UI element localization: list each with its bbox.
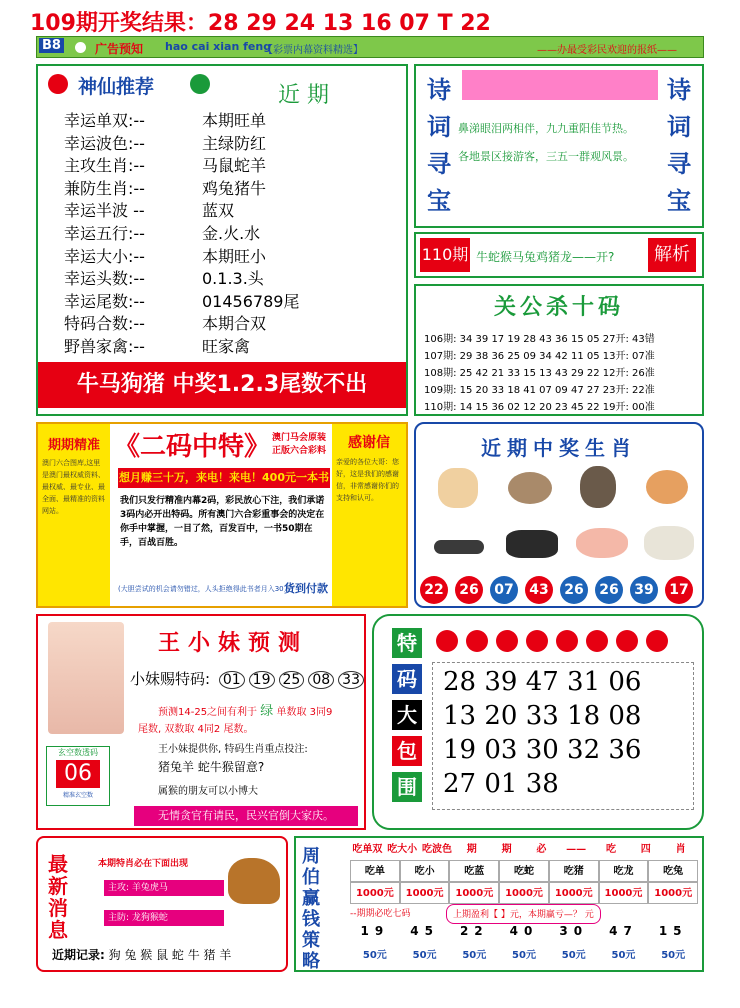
- ox-icon: [506, 530, 558, 558]
- pred1-color: 绿: [260, 704, 274, 719]
- zb-row2-cell: 1000元: [449, 882, 499, 904]
- row-value: 马鼠蛇羊: [202, 156, 267, 176]
- winner-ball: 39: [630, 576, 658, 604]
- shenxian-title: 神仙推荐: [78, 76, 155, 98]
- animal-row-2: [430, 520, 694, 570]
- row-value: 0.1.3.头: [202, 269, 264, 289]
- row-label: 幸运尾数:--: [64, 291, 145, 311]
- tema-row: 28 39 47 31 06: [443, 667, 642, 697]
- news-title: [48, 848, 68, 942]
- tema-dots: [436, 630, 676, 656]
- wang-slogan: 无情贪官有请民，民兴官倒大家庆。: [134, 806, 358, 826]
- news-record: [52, 946, 231, 963]
- zb-head-cell: 吃波色: [421, 844, 452, 855]
- tema-label: 围: [392, 772, 422, 802]
- shenxian-row: [64, 266, 394, 289]
- zb-num: 19: [360, 924, 390, 938]
- tema-row: 13 20 33 18 08: [443, 701, 642, 731]
- wang-num: 25: [279, 671, 305, 689]
- tema-row: 27 01 38: [443, 769, 559, 799]
- zb-num: 47: [609, 924, 638, 938]
- zb-sub: [350, 904, 698, 924]
- zb-row1-cell: 吃猪: [549, 860, 599, 882]
- guangong-rows: [424, 330, 655, 415]
- row-value: 主绿防红: [202, 133, 267, 153]
- tema-label: 码: [392, 664, 422, 694]
- zb-num: 40: [509, 924, 539, 938]
- pred1-tail: 单数取: [276, 707, 307, 718]
- guangong-row: 108期: 25 42 21 33 15 13 43 29 22 12开: 26准: [424, 368, 655, 379]
- guangong-row: 110期: 14 15 36 02 12 20 23 45 22 19开: 00准: [424, 402, 655, 413]
- news-main: 主攻: 羊兔虎马: [104, 880, 224, 896]
- wang-pred2: [138, 720, 253, 735]
- goat-icon: [644, 526, 694, 560]
- red-dot-icon: [48, 74, 68, 94]
- zb-num: 22: [459, 924, 489, 938]
- zb-row1-cell: 吃小: [400, 860, 450, 882]
- guangong-row: 106期: 34 39 17 19 28 43 36 15 05 27开: 43错: [424, 334, 655, 345]
- zb-head-cell: 期: [466, 844, 477, 855]
- zb-row3-cell: 50元: [512, 950, 536, 961]
- winner-ball: 22: [420, 576, 448, 604]
- tema-label: 包: [392, 736, 422, 766]
- zb-char: 钱: [302, 909, 320, 930]
- jiexi-panel: [414, 232, 704, 278]
- guangong-panel: [414, 284, 704, 416]
- shenxian-row: [64, 311, 394, 334]
- news-char: 新: [48, 874, 68, 898]
- horse-icon: [228, 858, 280, 904]
- portrait-avatar: [48, 622, 124, 734]
- zb-char: 策: [302, 930, 320, 951]
- winner-ball: 26: [560, 576, 588, 604]
- ad-center-title: 《二码中特》: [114, 432, 271, 462]
- poem-char: 宝: [427, 187, 451, 215]
- ad-left-title: 期期精准: [47, 438, 100, 453]
- winner-ball: 07: [490, 576, 518, 604]
- ad-panel: [36, 422, 408, 608]
- shenxian-row: [64, 108, 394, 131]
- poem-right-col: [662, 72, 696, 220]
- news-red-hint: 本期特肖必在下面出现: [98, 859, 189, 869]
- news-char: 最: [48, 852, 68, 876]
- guangong-title: 关公杀十码: [493, 295, 624, 320]
- circle-icon: [75, 42, 86, 53]
- row-label: 幸运头数:--: [64, 269, 145, 289]
- zb-row1-cell: 吃龙: [599, 860, 649, 882]
- tema-row: 19 03 30 32 36: [443, 735, 642, 765]
- zb-row2-cell: 1000元: [599, 882, 649, 904]
- winners-panel: [414, 422, 704, 608]
- pred2-tail: 尾数。: [223, 724, 254, 735]
- tema-label: 大: [392, 700, 422, 730]
- winner-ball: 26: [595, 576, 623, 604]
- page-tag: B8: [39, 38, 64, 53]
- row-label: 幸运五行:--: [64, 223, 145, 243]
- poem-char: 寻: [427, 150, 451, 178]
- row-value: 本期旺小: [202, 246, 267, 266]
- zb-head-cell: ——: [566, 844, 587, 855]
- zb-row3-cell: 50元: [362, 950, 387, 961]
- zb-row1: [350, 860, 698, 882]
- ad-left: [38, 424, 110, 606]
- zb-head-cell: 肖: [675, 844, 686, 855]
- xuanyuan-box: [46, 746, 110, 806]
- big-number: 06: [56, 760, 100, 788]
- row-label: 幸运半波 --: [64, 201, 145, 221]
- ad-right-title: 感谢信: [348, 435, 390, 451]
- wang-note: 王小妹提供你, 特码生肖重点投注:: [158, 744, 308, 755]
- news-char: 消: [48, 896, 68, 920]
- zb-row2: [350, 882, 698, 904]
- row-value: 蓝双: [202, 201, 235, 221]
- sub-text: 【彩票内幕资料精选】: [263, 45, 363, 56]
- row-label: 野兽家禽:--: [64, 336, 145, 356]
- poem-char: 寻: [667, 150, 691, 178]
- green-dot-icon: [190, 74, 210, 94]
- ad-center-side: 澳门马会原装 正版六合彩料: [272, 433, 327, 456]
- row-value: 鸡兔猪牛: [202, 178, 267, 198]
- wang-panel: [36, 614, 366, 830]
- zb-row2-cell: 1000元: [648, 882, 698, 904]
- winners-title: 近期中奖生肖: [481, 436, 637, 460]
- zb-row2-cell: 1000元: [499, 882, 549, 904]
- news-side: 主防: 龙狗猴蛇: [104, 910, 224, 926]
- zb-row3-cell: 50元: [611, 950, 636, 961]
- row-value: 01456789尾: [202, 291, 300, 311]
- zb-row3-cell: 50元: [412, 950, 437, 961]
- wang-num: 08: [308, 671, 334, 689]
- zb-head-cell: 期: [501, 844, 512, 855]
- news-panel: [36, 836, 288, 972]
- zb-char: 伯: [302, 867, 320, 888]
- wang-num: 33: [338, 671, 364, 689]
- shenxian-row: [64, 198, 394, 221]
- wang-num: 01: [219, 671, 245, 689]
- zb-row1-cell: 吃蓝: [449, 860, 499, 882]
- row-label: 主攻生肖:--: [64, 156, 145, 176]
- guangong-row: 109期: 15 20 33 18 41 07 09 47 27 23开: 22准: [424, 385, 655, 396]
- zb-sub-left: --期期必吃七码: [350, 909, 411, 919]
- poem-char: 宝: [667, 187, 691, 215]
- dog-icon: [438, 468, 478, 508]
- tema-label: 特: [392, 628, 422, 658]
- row-label: 幸运大小:--: [64, 246, 145, 266]
- winner-ball: 26: [455, 576, 483, 604]
- zb-head-cell: 吃: [605, 844, 616, 855]
- guangong-row: 107期: 29 38 36 25 09 34 42 11 05 13开: 07准: [424, 351, 655, 362]
- zb-nums: [350, 924, 698, 946]
- right-text: ——办最受彩民欢迎的报纸——: [537, 45, 677, 56]
- ad-left-text: 澳门六合图库,这里是澳门最权威资料、最权威、最专业、最全面、最精准的资料网站。: [42, 459, 105, 515]
- wang-num: 19: [249, 671, 275, 689]
- zb-row3: [350, 946, 698, 966]
- poem-left-col: [422, 72, 456, 220]
- wang-pred1: [158, 700, 332, 719]
- shenxian-panel: [36, 64, 408, 416]
- zhoubo-title: [302, 842, 320, 972]
- ad-footer: (大胆尝试的机会请勿错过，人头拒绝得此书者月入30万): [118, 585, 294, 593]
- zb-head-cell: 必: [536, 844, 547, 855]
- news-char: 息: [48, 918, 68, 942]
- shenxian-banner: 牛马狗猪 中奖1.2.3尾数不出: [38, 362, 406, 408]
- zb-row3-cell: 50元: [561, 950, 586, 961]
- record-label: 近期记录:: [52, 948, 105, 962]
- jiexi-badge: 解析: [648, 238, 696, 272]
- wang-friend: 属猴的朋友可以小博大: [158, 786, 258, 797]
- pred1-text: 预测14-25之间有利于: [158, 707, 258, 718]
- shenxian-row: [64, 334, 394, 357]
- zb-num: 15: [658, 924, 688, 938]
- xuanyuan-label: 玄空数透码: [58, 748, 98, 757]
- row-value: 本期旺单: [202, 111, 267, 130]
- tema-grid: [432, 662, 694, 810]
- pink-banner: [462, 70, 658, 100]
- shenxian-row: [64, 176, 394, 199]
- ad-right: [332, 424, 406, 606]
- zb-row1-cell: 吃兔: [648, 860, 698, 882]
- ad-red-line: 想月赚三十万，来电！来电！400元一本书: [118, 468, 330, 488]
- shenxian-row: [64, 221, 394, 244]
- ad-body: 我们只发行精准内幕2码，彩民放心下注，我们承诺3码内必开出特码。所有澳门六合彩重事会的决定在你手中掌握，一目了然，百发百中，一书50期在手，百战百胜。: [120, 496, 325, 548]
- zb-num: 45: [410, 924, 439, 938]
- poem-char: 词: [667, 113, 691, 141]
- pinyin: hao cai xian feng: [165, 40, 272, 53]
- poem-line-2: 各地景区接游客，三五一群观风景。: [458, 150, 634, 163]
- zb-row2-cell: 1000元: [549, 882, 599, 904]
- winner-balls: [420, 576, 700, 604]
- wang-line-label: 小妹赐特码:: [130, 670, 211, 688]
- tema-labels: [392, 628, 422, 808]
- shenxian-row: [64, 131, 394, 154]
- zhoubo-table: [350, 840, 698, 966]
- poem-char: 诗: [667, 76, 691, 104]
- row-label: 幸运波色:--: [64, 133, 145, 153]
- wang-zodiac: 猪兔羊 蛇牛猴留意?: [158, 760, 265, 774]
- row-value: 本期合双: [202, 314, 267, 334]
- seal-text: 精准玄空数: [62, 792, 93, 799]
- period-badge: 110期: [420, 238, 470, 272]
- monkey-icon: [580, 466, 616, 508]
- poem-panel: [414, 64, 704, 228]
- zb-row1-cell: 吃单: [350, 860, 400, 882]
- shenxian-rows: [64, 108, 394, 357]
- zb-char: 赢: [302, 888, 320, 909]
- pred2-nums: 4同2: [197, 724, 221, 735]
- row-label: 特码合数:--: [64, 314, 145, 334]
- shenxian-row: [64, 153, 394, 176]
- zb-head-cell: 四: [640, 844, 651, 855]
- jinqi-label: 近 期: [278, 83, 329, 108]
- animal-row-1: [430, 464, 694, 514]
- zb-head-cell: 吃大小: [387, 844, 418, 855]
- pred2-text: 尾数, 双数取: [138, 724, 195, 735]
- zhoubo-panel: [294, 836, 704, 972]
- poem-char: 词: [427, 113, 451, 141]
- rabbit-icon: [508, 472, 552, 504]
- record-values: 狗 兔 猴 鼠 蛇 牛 猪 羊: [108, 948, 232, 962]
- row-value: 旺家禽: [202, 336, 251, 356]
- header-bar: [36, 36, 704, 58]
- hamster-icon: [646, 470, 688, 504]
- zb-sub-right: 上期盈利【 】元，本期赢亏—？ 元: [446, 904, 601, 924]
- wang-nums-row: [130, 668, 364, 689]
- zb-row2-cell: 1000元: [400, 882, 450, 904]
- row-label: 幸运单双:--: [64, 111, 145, 130]
- zb-row3-cell: 50元: [462, 950, 487, 961]
- zb-num: 30: [559, 924, 589, 938]
- pig-icon: [576, 528, 628, 558]
- ad-label: 广告预知: [95, 42, 144, 56]
- ad-footer2: 货到付款: [284, 582, 328, 595]
- top-result-title: 109期开奖结果：28 29 24 13 16 07 T 22: [30, 11, 491, 36]
- wang-title: 王小妹预测: [158, 631, 309, 656]
- pred1-nums: 3同9: [309, 707, 333, 718]
- shenxian-row: [64, 289, 394, 312]
- hint-text: 牛蛇猴马兔鸡猪龙——开?: [476, 250, 615, 264]
- zb-head-cell: 吃单双: [352, 844, 383, 855]
- zb-row3-cell: 50元: [661, 950, 686, 961]
- row-value: 金.火.水: [202, 223, 261, 243]
- winner-ball: 43: [525, 576, 553, 604]
- snake-icon: [434, 540, 484, 554]
- winner-ball: 17: [665, 576, 693, 604]
- ad-right-text: 亲爱的各位大哥：您好，这是我们的感谢信，非常感谢你们的支持和认可。: [336, 458, 399, 502]
- zb-head: [350, 840, 698, 860]
- zb-row1-cell: 吃蛇: [499, 860, 549, 882]
- zb-row2-cell: 1000元: [350, 882, 400, 904]
- zb-char: 略: [302, 951, 320, 972]
- poem-char: 诗: [427, 76, 451, 104]
- tema-panel: [372, 614, 704, 830]
- row-label: 兼防生肖:--: [64, 178, 145, 198]
- poem-line-1: 鼻涕眼泪两相伴，九九重阳佳节热。: [458, 122, 634, 135]
- zb-char: 周: [302, 846, 320, 867]
- shenxian-row: [64, 244, 394, 267]
